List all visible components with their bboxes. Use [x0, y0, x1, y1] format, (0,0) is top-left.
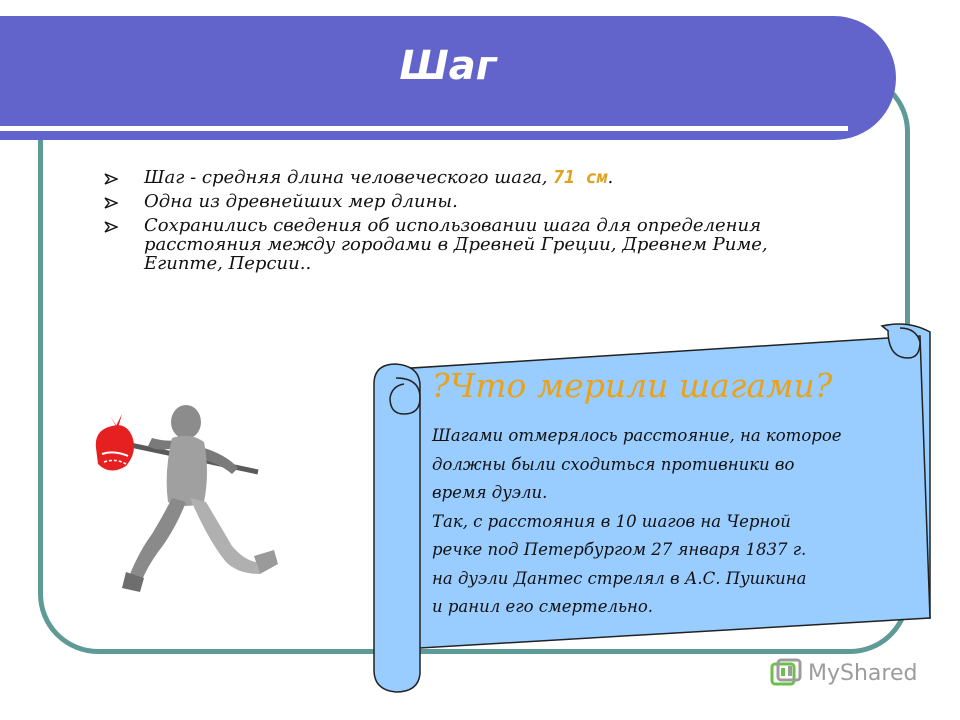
scroll-line: должны были сходиться противники во: [432, 454, 795, 474]
scroll-body: [432, 422, 910, 622]
bullet-highlight: 71 см: [553, 167, 608, 188]
scroll-line: речке под Петербургом 27 января 1837 г.: [432, 540, 807, 559]
bullet-text: Одна из древнейших мер длины.: [144, 191, 458, 212]
arrowhead-bullet-icon: [104, 173, 118, 185]
bullet-text: Шаг - средняя длина человеческого шага,: [144, 167, 554, 188]
scroll-line: Шагами отмерялось расстояние, на которое: [432, 426, 842, 445]
bullet-item: [104, 168, 804, 187]
scroll-line: на дуэли Дантес стрелял в А.С. Пушкина: [432, 568, 807, 588]
bullet-item: [104, 192, 804, 211]
scroll-line: Так, с расстояния в 10 шагов на Черной: [432, 511, 791, 531]
bullet-suffix: .: [607, 167, 614, 188]
watermark: [768, 656, 928, 692]
bullet-item: [104, 216, 804, 273]
myshared-logo-icon: [768, 658, 804, 690]
walking-man-with-bundle-icon: [86, 402, 282, 602]
arrowhead-bullet-icon: [104, 221, 118, 233]
watermark-text: MyShared: [808, 661, 918, 686]
bullet-text: Сохранились сведения об использовании шага для определения расстояния между городами в Древней Греции, Древнем Риме, Египте, Персии..: [144, 215, 768, 274]
bullet-list: [104, 168, 804, 278]
slide-title: Шаг: [399, 43, 497, 89]
title-underline: [0, 126, 848, 131]
scroll-line: время дуэли.: [432, 483, 548, 502]
scroll-line: и ранил его смертельно.: [432, 597, 653, 616]
arrowhead-bullet-icon: [104, 197, 118, 209]
scroll-heading: ?Что мерили шагами?: [432, 366, 833, 405]
